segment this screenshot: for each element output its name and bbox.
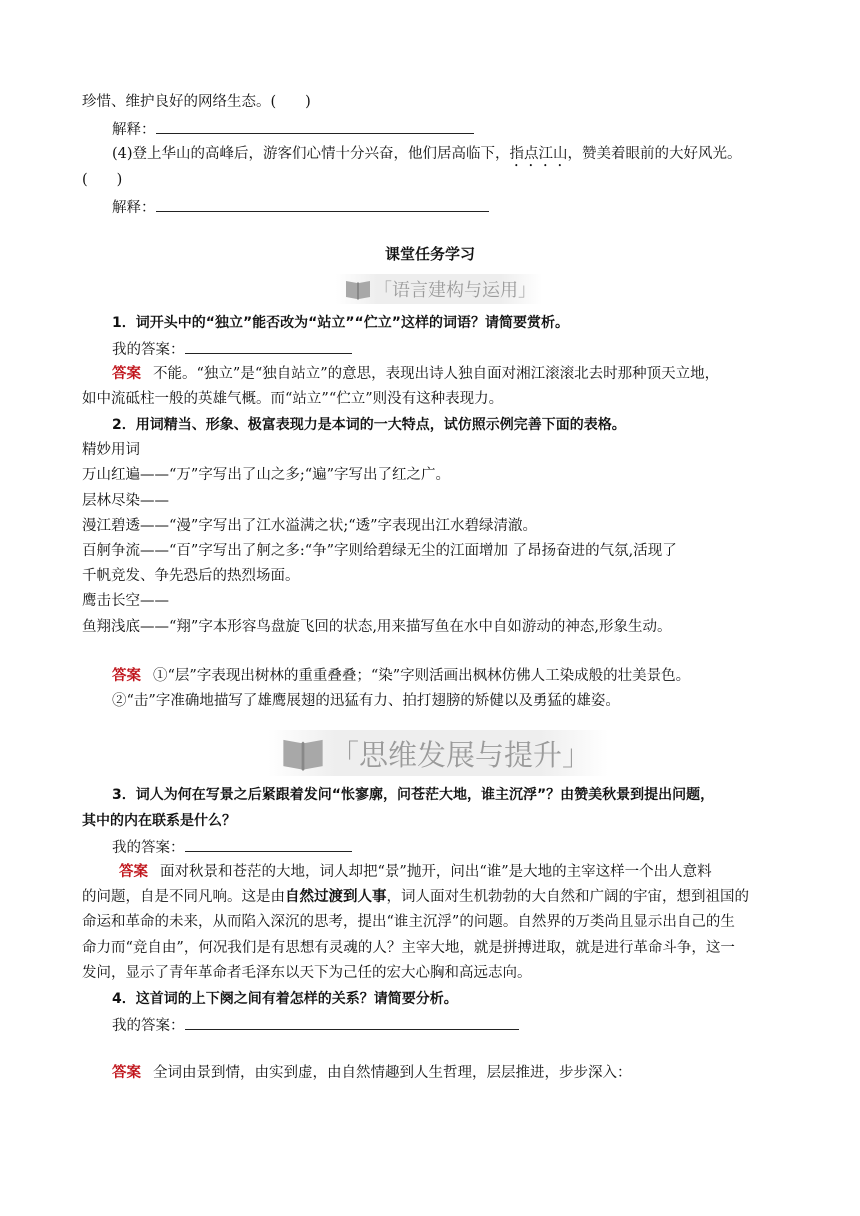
answer-line (82, 887, 749, 907)
my-answer-label: 我的答案： (112, 1018, 185, 1034)
text-line: 珍惜、维护良好的网络生态。( ) (82, 94, 311, 110)
banner-label: 「思维发展与提升」 (330, 737, 592, 772)
table-row: 百舸争流——“百”字写出了舸之多:“争”字则给碧绿无尘的江面增加 了昂扬奋进的气氛,活现了 (82, 543, 677, 559)
explain-line (112, 196, 489, 218)
answer-tag: 答案 (119, 864, 148, 880)
question-3-cont: 其中的内在联系是什么？ (82, 813, 236, 829)
answer-line: 发问，显示了青年革命者毛泽东以天下为己任的宏大心胸和高远志向。 (82, 965, 532, 981)
answer-blank[interactable] (156, 118, 474, 134)
answer-text: 的问题，自是不同凡响。这是由 (82, 889, 285, 905)
answer-tag: 答案 (112, 366, 141, 382)
answer-blank[interactable] (185, 338, 352, 354)
answer-emphasis: 自然过渡到人事 (285, 889, 387, 905)
answer-line (112, 666, 690, 686)
section-banner-thinking (268, 730, 608, 776)
question-item-4 (112, 144, 742, 170)
my-answer-line (112, 836, 352, 858)
answer-text: 全词由景到情，由实到虚，由自然情趣到人生哲理，层层推进，步步深入： (153, 1065, 632, 1081)
book-icon (344, 278, 372, 300)
question-text-tail: ，赞美着眼前的大好风光。 (567, 146, 742, 162)
explain-label: 解释： (112, 200, 156, 216)
table-row: 万山红遍——“万”字写出了山之多;“遍”字写出了红之广。 (82, 467, 451, 483)
my-answer-line (112, 338, 352, 360)
question-4: 4．这首词的上下阕之间有着怎样的关系？请简要分析。 (112, 991, 458, 1007)
section-title: 课堂任务学习 (384, 245, 475, 263)
answer-blank[interactable] (185, 1014, 519, 1030)
table-row: 鹰击长空—— (82, 593, 169, 609)
my-answer-line (112, 1014, 519, 1036)
question-text: (4)登上华山的高峰后，游客们心情十分兴奋，他们居高临下， (112, 146, 510, 162)
table-row: 鱼翔浅底——“翔”字本形容鸟盘旋飞回的状态,用来描写鱼在水中自如游动的神态,形象生动。 (82, 619, 672, 635)
banner-label: 「语言建构与运用」 (374, 280, 536, 301)
explain-label: 解释： (112, 122, 156, 138)
answer-parens: ( ) (82, 172, 123, 188)
table-row: 漫江碧透——“漫”字写出了江水溢满之状;“透”字表现出江水碧绿清澈。 (82, 518, 538, 534)
answer-text: ①“层”字表现出树林的重重叠叠；“染”字则活画出枫林仿佛人工染成般的壮美景色。 (153, 668, 691, 684)
answer-line (119, 862, 712, 882)
answer-text: 面对秋景和苍茫的大地，词人却把“景”抛开，问出“谁”是大地的主宰这样一个出人意料 (160, 864, 712, 880)
answer-tag: 答案 (112, 1065, 141, 1081)
book-icon (280, 735, 326, 771)
table-row: 千帆竞发、争先恐后的热烈场面。 (82, 568, 300, 584)
section-banner-language (336, 274, 542, 304)
table-row: 精妙用词 (82, 442, 140, 458)
answer-line (112, 364, 719, 384)
question-2: 2．用词精当、形象、极富表现力是本词的一大特点，试仿照示例完善下面的表格。 (112, 417, 626, 433)
my-answer-label: 我的答案： (112, 342, 185, 358)
question-3: 3．词人为何在写景之后紧跟着发问“怅寥廓，问苍茫大地，谁主沉浮”？由赞美秋景到提出问题， (112, 787, 715, 803)
answer-line (112, 1063, 632, 1083)
answer-line: ②“击”字准确地描写了雄鹰展翅的迅猛有力、拍打翅膀的矫健以及勇猛的雄姿。 (112, 693, 620, 709)
answer-tag: 答案 (112, 668, 141, 684)
emphasized-phrase: 指点江山 (509, 146, 568, 162)
answer-text: 不能。“独立”是“独自站立”的意思，表现出诗人独自面对湘江滚滚北去时那种顶天立地， (153, 366, 720, 382)
explain-line (112, 118, 474, 140)
table-row: 层林尽染—— (82, 493, 169, 509)
answer-line: 如中流砥柱一般的英雄气概。而“站立”“伫立”则没有这种表现力。 (82, 391, 504, 407)
answer-text: ，词人面对生机勃勃的大自然和广阔的宇宙，想到祖国的 (386, 889, 749, 905)
answer-blank[interactable] (156, 196, 489, 212)
answer-line: 命运和革命的未来，从而陷入深沉的思考，提出“谁主沉浮”的问题。自然界的万类尚且显示出自己的生 (82, 914, 735, 930)
answer-line: 命力而“竞自由”，何况我们是有思想有灵魂的人？主宰大地，就是拼搏进取，就是进行革命斗争，这一 (82, 940, 735, 956)
question-1: 1．词开头中的“独立”能否改为“站立”“伫立”这样的词语？请简要赏析。 (112, 315, 569, 331)
answer-blank[interactable] (185, 836, 352, 852)
my-answer-label: 我的答案： (112, 840, 185, 856)
